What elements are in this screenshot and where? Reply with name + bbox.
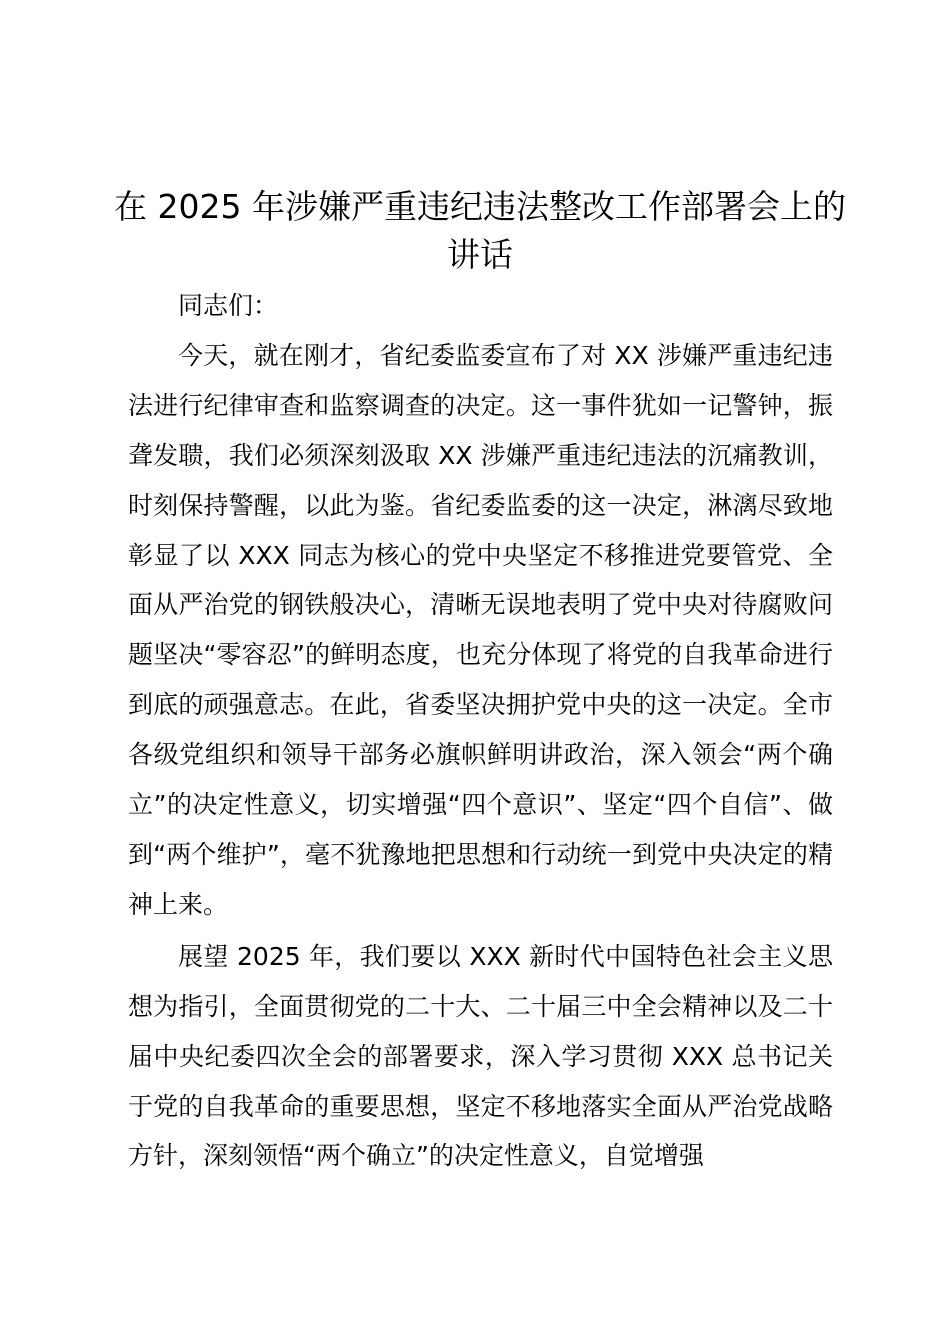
document-body [128,281,833,1181]
paragraph-2: 展望 2025 年，我们要以 XXX 新时代中国特色社会主义思想为指引，全面贯彻党的二十大、二十届三中全会精神以及二十届中央纪委四次全会的部署要求，深入学习贯彻 XXX 总书记关于党的自我革命的重要思想，坚定不移地落实全面从严治党战略方针，深刻领悟“两个确立”的决定性意义，自觉增强 [128,941,833,1171]
paragraph-1: 今天，就在刚才，省纪委监委宣布了对 XX 涉嫌严重违纪违法进行纪律审查和监察调查的决定。这一事件犹如一记警钟，振聋发聩，我们必须深刻汲取 XX 涉嫌严重违纪违法的沉痛教训，时刻保持警醒，以此为鉴。省纪委监委的这一决定，淋漓尽致地彰显了以 XXX 同志为核心的党中央坚定不移推进党要管党、全面从严治党的钢铁般决心，清晰无误地表明了党中央对待腐败问题坚决“零容忍”的鲜明态度，也充分体现了将党的自我革命进行到底的顽强意志。在此，省委坚决拥护党中央的这一决定。全市各级党组织和领导干部务必旗帜鲜明讲政治，深入领会“两个确立”的决定性意义，切实增强“四个意识”、坚定“四个自信”、做到“两个维护”，毫不犹豫地把思想和行动统一到党中央决定的精神上来。 [128,340,833,919]
salutation: 同志们： [178,291,279,320]
document-title: 在 2025 年涉嫌严重违纪违法整改工作部署会上的讲话 [114,187,846,274]
